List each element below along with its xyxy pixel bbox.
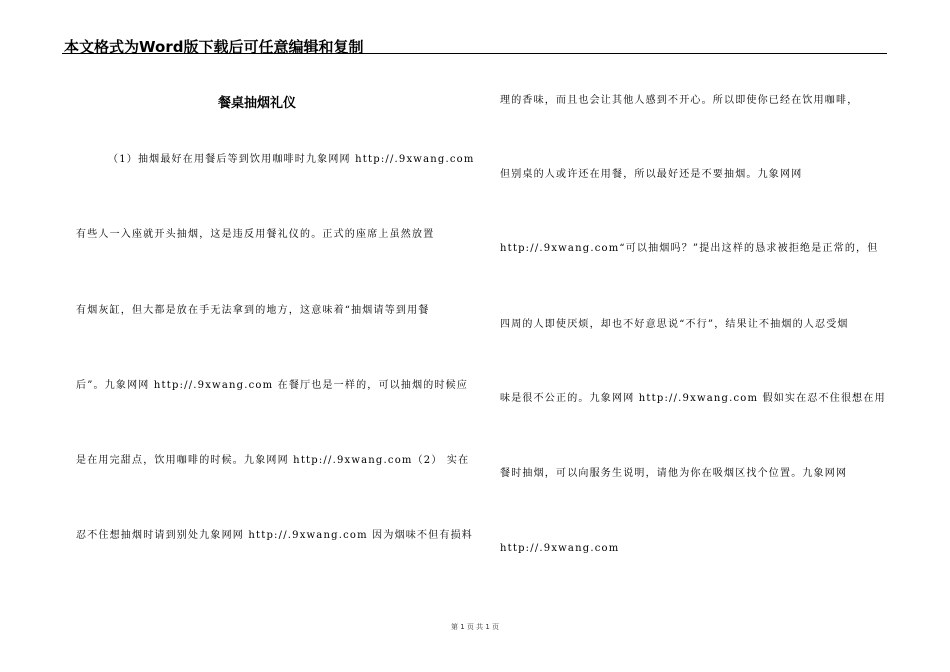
- paragraph-line: 味是很不公正的。九象网网 http://.9xwang.com 假如实在忍不住很想在用: [500, 393, 886, 404]
- paragraph-line: 有些人一入座就开头抽烟，这是违反用餐礼仪的。正式的座席上虽然放置: [76, 229, 435, 240]
- paragraph-line: （1）抽烟最好在用餐后等到饮用咖啡时九象网网 http://.9xwang.com: [108, 154, 475, 165]
- paragraph-line: 有烟灰缸，但大都是放在手无法拿到的地方，这意味着“抽烟请等到用餐: [76, 305, 430, 316]
- paragraph-line: 是在用完甜点，饮用咖啡的时候。九象网网 http://.9xwang.com（2） 实在: [76, 455, 470, 466]
- paragraph-line: 忍不住想抽烟时请到别处九象网网 http://.9xwang.com 因为烟味不但有损料: [76, 530, 473, 541]
- header-divider: [62, 53, 887, 54]
- paragraph-line: 四周的人即使厌烦，却也不好意思说“不行”，结果让不抽烟的人忍受烟: [500, 319, 849, 330]
- page-number: 第 1 页 共 1 页: [450, 623, 500, 631]
- document-header: 本文格式为Word版下载后可任意编辑和复制: [64, 38, 364, 56]
- paragraph-line: 理的香味，而且也会让其他人感到不开心。所以即使你已经在饮用咖啡，: [500, 95, 859, 106]
- paragraph-line: 餐时抽烟，可以向服务生说明，请他为你在吸烟区找个位置。九象网网: [500, 468, 848, 479]
- paragraph-line: http://.9xwang.com: [500, 543, 620, 554]
- paragraph-line: 后”。九象网网 http://.9xwang.com 在餐厅也是一样的，可以抽烟的时候应: [76, 380, 469, 391]
- document-title: 餐桌抽烟礼仪: [218, 96, 297, 111]
- paragraph-line: http://.9xwang.com“可以抽烟吗？”提出这样的恳求被拒绝是正常的，但: [500, 243, 879, 254]
- paragraph-line: 但别桌的人或许还在用餐，所以最好还是不要抽烟。九象网网: [500, 169, 803, 180]
